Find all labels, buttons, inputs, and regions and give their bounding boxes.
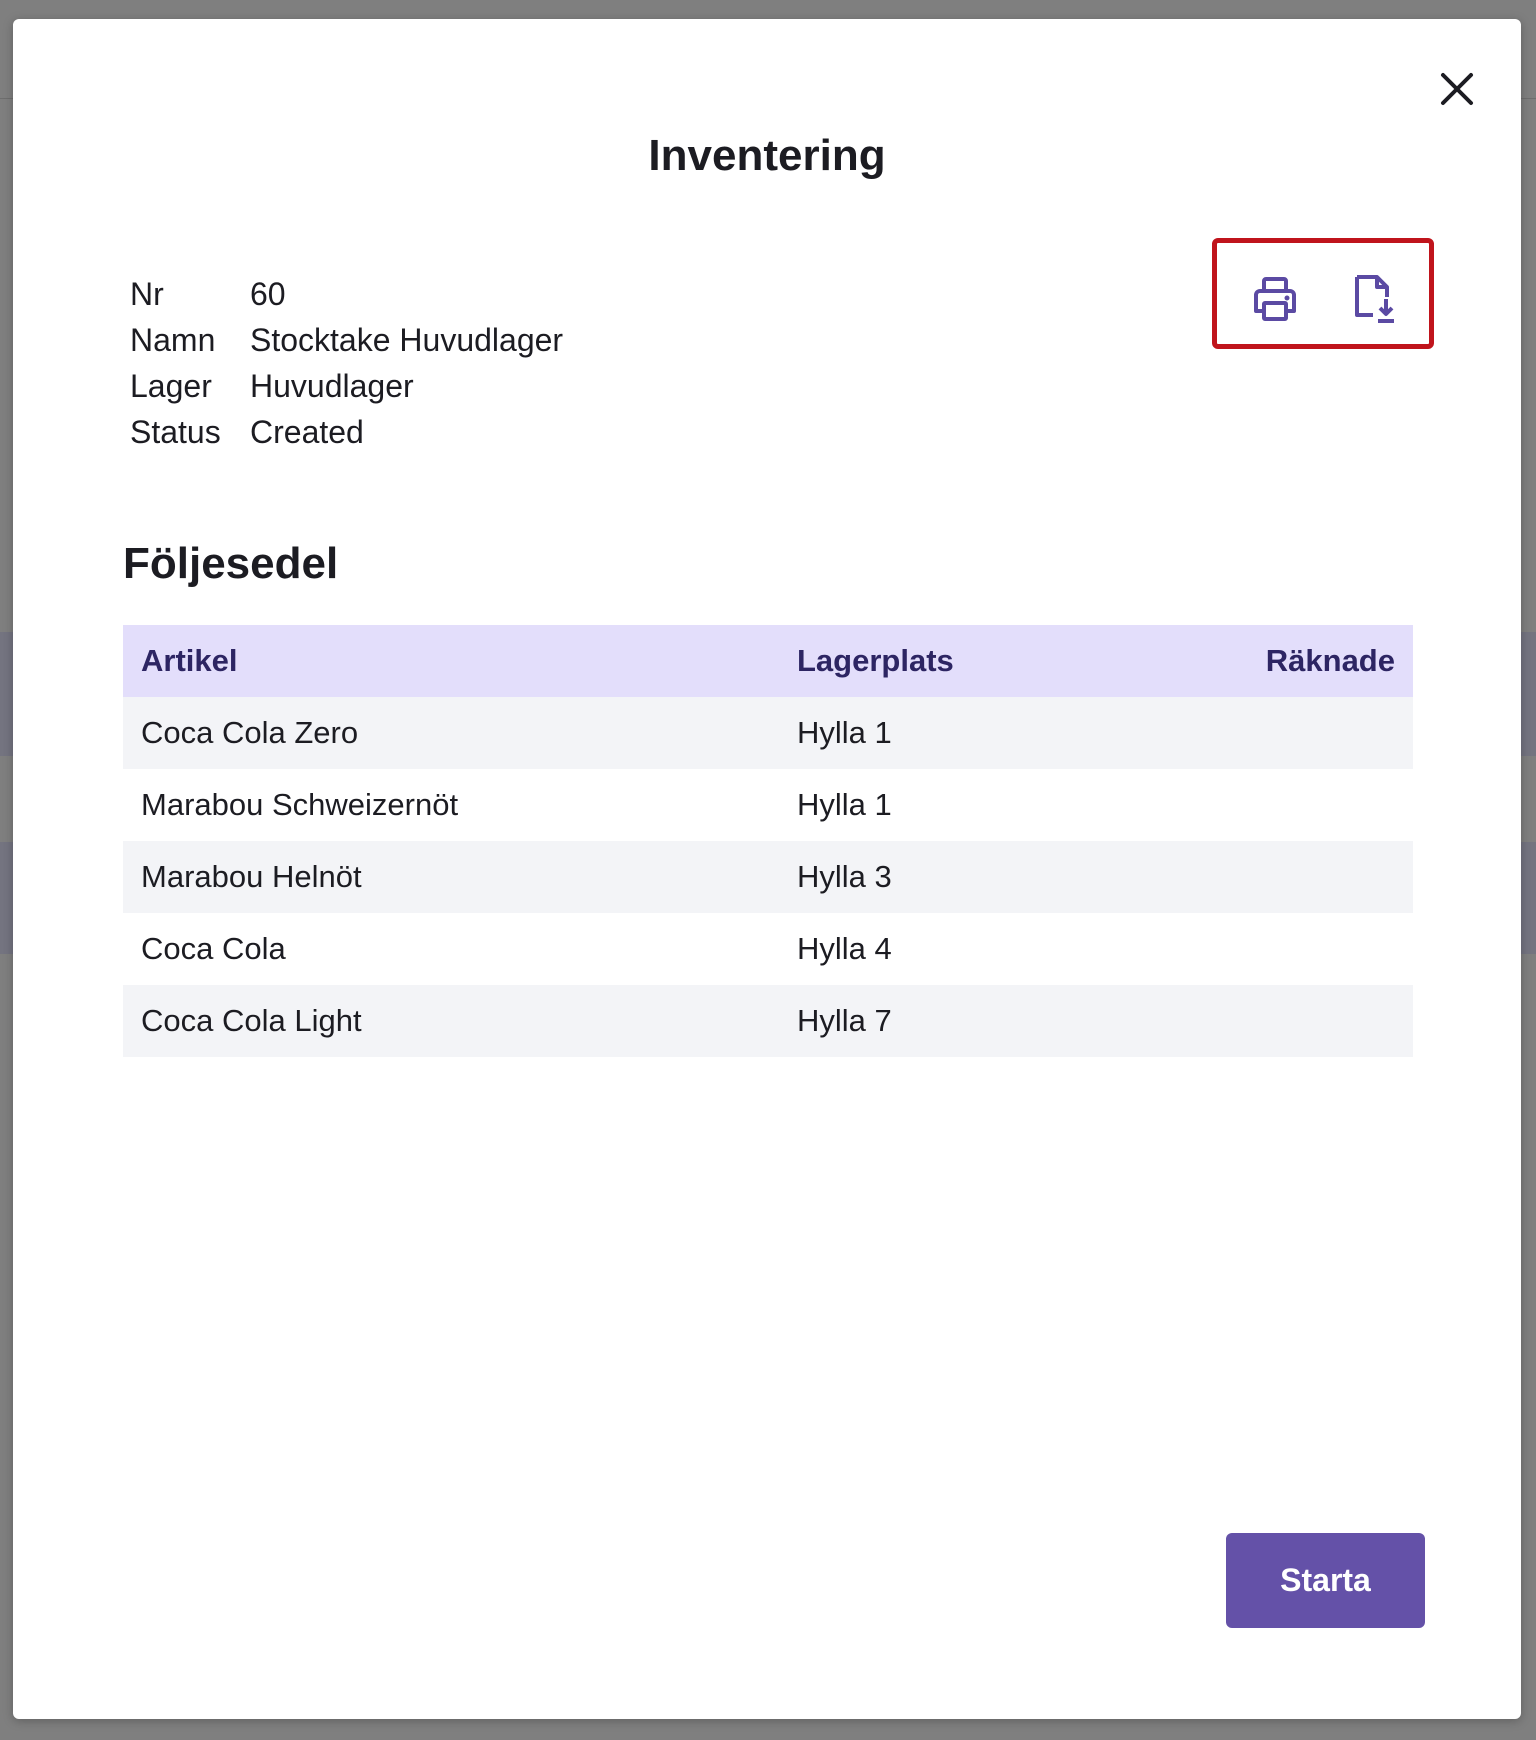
cell-lagerplats: Hylla 1 (779, 697, 1215, 769)
modal-title: Inventering (648, 131, 886, 180)
table-row (123, 841, 1413, 913)
printer-icon (1249, 273, 1301, 325)
cell-artikel: Marabou Schweizernöt (123, 769, 779, 841)
info-row-nr (130, 271, 563, 317)
items-table (123, 625, 1413, 1057)
print-button[interactable] (1249, 273, 1301, 325)
cell-lagerplats: Hylla 3 (779, 841, 1215, 913)
actions-highlight (1212, 238, 1434, 349)
info-row-namn (130, 317, 563, 363)
cell-artikel: Coca Cola Zero (123, 697, 779, 769)
stocktake-modal (13, 19, 1521, 1719)
cell-lagerplats: Hylla 4 (779, 913, 1215, 985)
cell-artikel: Coca Cola Light (123, 985, 779, 1057)
table-row (123, 985, 1413, 1057)
close-button[interactable] (1433, 65, 1481, 113)
cell-raknade[interactable] (1215, 769, 1413, 841)
cell-artikel: Coca Cola (123, 913, 779, 985)
info-label: Nr (130, 276, 164, 312)
cell-artikel: Marabou Helnöt (123, 841, 779, 913)
cell-raknade[interactable] (1215, 697, 1413, 769)
table-row (123, 697, 1413, 769)
cell-raknade[interactable] (1215, 913, 1413, 985)
info-label: Status (130, 414, 221, 450)
start-button[interactable]: Starta (1226, 1533, 1425, 1628)
column-header-raknade[interactable]: Räknade (1215, 625, 1413, 697)
info-value: Created (250, 414, 364, 450)
info-value: Huvudlager (250, 368, 414, 404)
info-value: Stocktake Huvudlager (250, 322, 564, 358)
column-header-artikel[interactable]: Artikel (123, 625, 779, 697)
column-header-lagerplats[interactable]: Lagerplats (779, 625, 1215, 697)
file-download-icon (1349, 273, 1401, 325)
cell-raknade[interactable] (1215, 841, 1413, 913)
info-row-status (130, 409, 563, 455)
section-title: Följesedel (123, 539, 339, 588)
close-icon (1433, 65, 1481, 113)
info-label: Lager (130, 368, 212, 404)
info-row-lager (130, 363, 563, 409)
table-row (123, 769, 1413, 841)
cell-raknade[interactable] (1215, 985, 1413, 1057)
stocktake-info (130, 271, 563, 455)
info-value: 60 (250, 276, 286, 312)
download-button[interactable] (1349, 273, 1401, 325)
cell-lagerplats: Hylla 7 (779, 985, 1215, 1057)
cell-lagerplats: Hylla 1 (779, 769, 1215, 841)
info-label: Namn (130, 322, 216, 358)
table-row (123, 913, 1413, 985)
table-header-row (123, 625, 1413, 697)
